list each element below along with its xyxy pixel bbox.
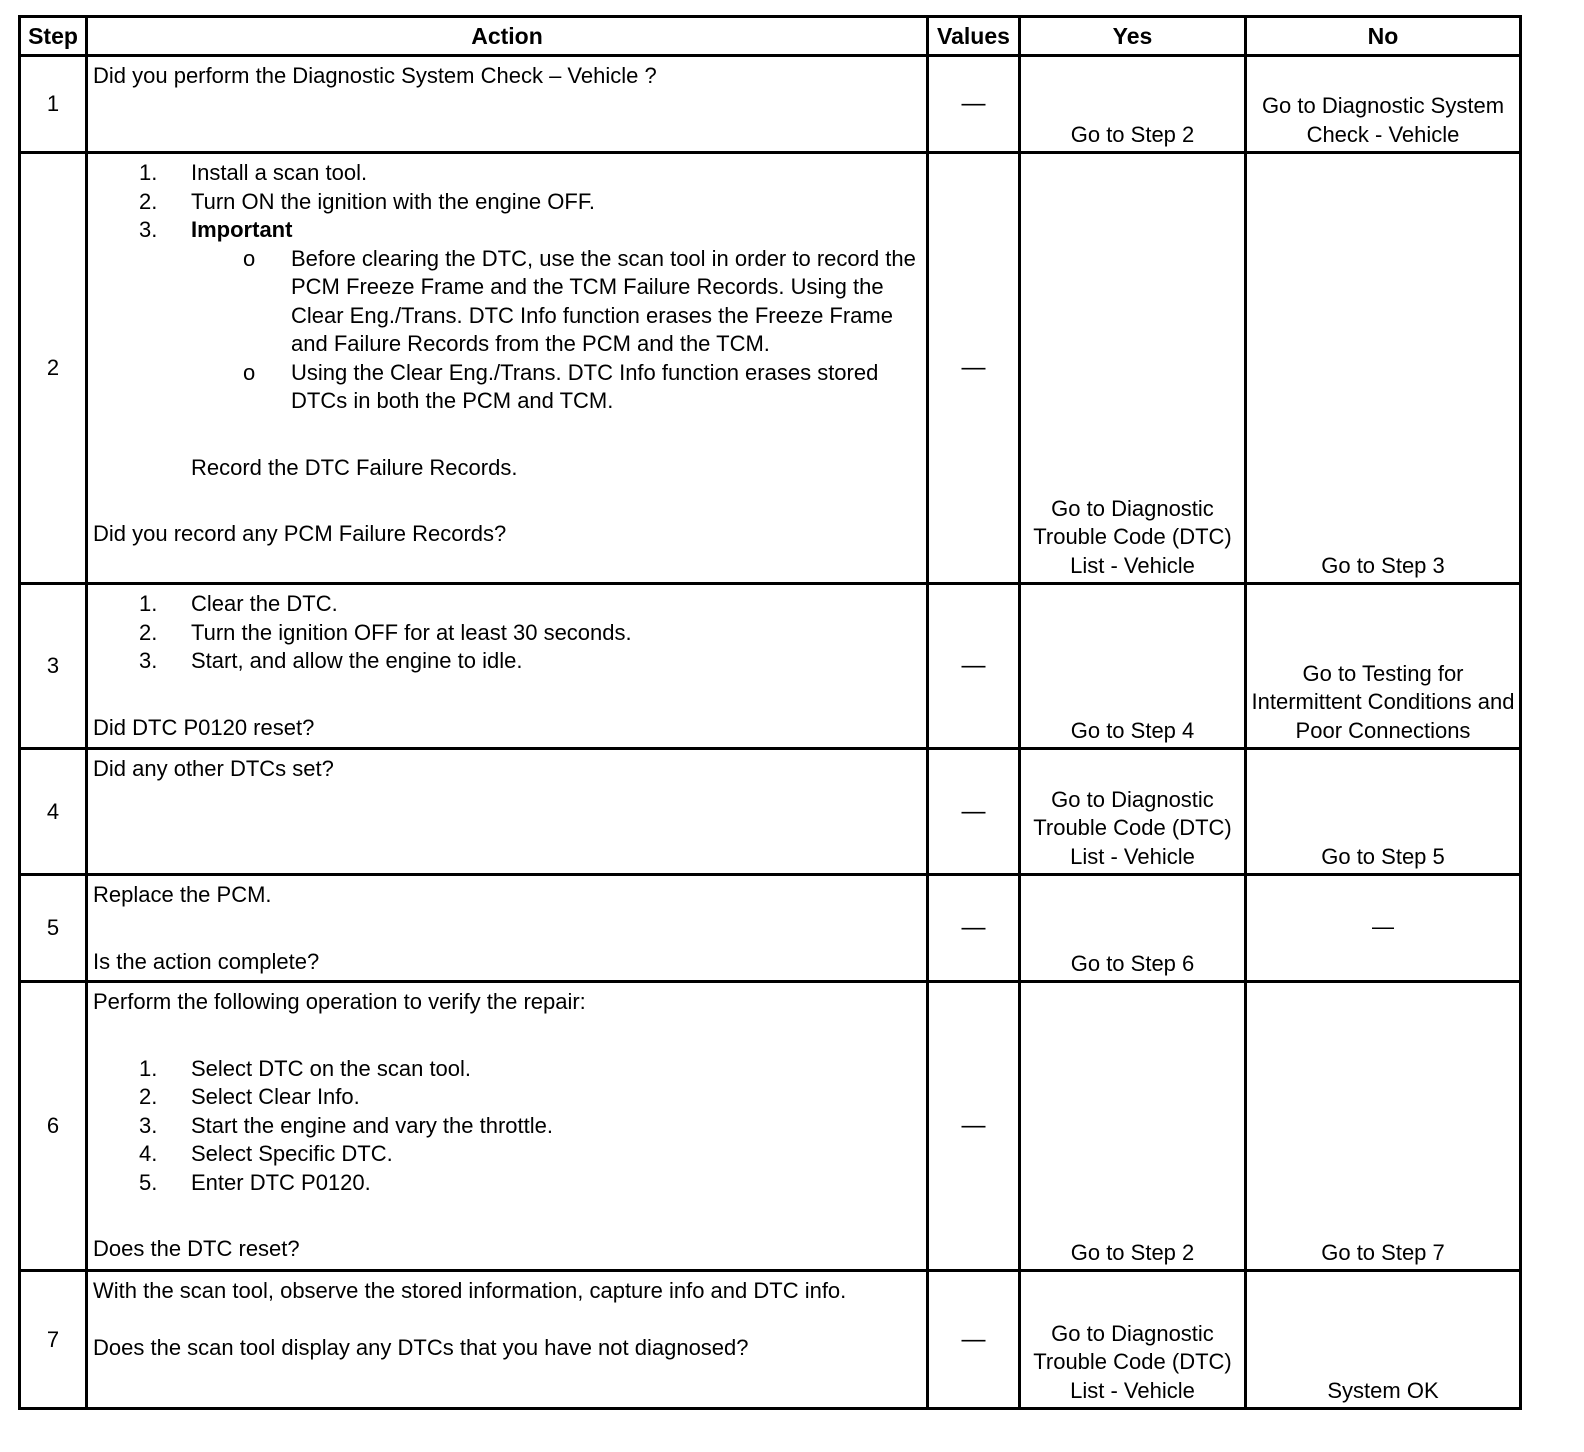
no-cell: Go to Step 5 bbox=[1246, 749, 1521, 875]
action-text: Did you perform the Diagnostic System Check – Vehicle ? bbox=[93, 63, 657, 88]
values-cell: — bbox=[928, 584, 1020, 749]
table-row bbox=[20, 1271, 1521, 1409]
list-item: o Before clearing the DTC, use the scan tool in order to record the PCM Freeze Frame and the TCM Failure Records. Using the Clear Eng./Trans. DTC Info function erases the Freeze Frame and Failure Records from the PCM and the TCM. bbox=[243, 245, 916, 356]
important-label: Important bbox=[191, 217, 293, 242]
action-question: Did you record any PCM Failure Records? bbox=[93, 521, 507, 546]
table-row bbox=[20, 875, 1521, 982]
action-steps bbox=[93, 590, 920, 676]
action-note: Record the DTC Failure Records. bbox=[191, 454, 518, 480]
table-row bbox=[20, 749, 1521, 875]
list-item: 1. Select DTC on the scan tool. bbox=[139, 1055, 472, 1081]
no-cell: Go to Step 7 bbox=[1246, 982, 1521, 1271]
list-item: 2. Select Clear Info. bbox=[139, 1084, 360, 1109]
action-text: Replace the PCM. bbox=[93, 882, 272, 907]
header-row bbox=[20, 17, 1521, 56]
header-no: No bbox=[1246, 17, 1521, 56]
table-row bbox=[20, 153, 1521, 584]
bullet-icon: o bbox=[243, 245, 256, 271]
values-cell: — bbox=[928, 749, 1020, 875]
header-yes: Yes bbox=[1020, 17, 1246, 56]
no-cell: — bbox=[1246, 875, 1521, 982]
action-question: Did DTC P0120 reset? bbox=[93, 714, 315, 740]
list-item: o Using the Clear Eng./Trans. DTC Info function erases stored DTCs in both the PCM and TCM. bbox=[243, 359, 879, 413]
action-question: Does the DTC reset? bbox=[93, 1236, 300, 1261]
table-row bbox=[20, 56, 1521, 153]
important-notes bbox=[191, 245, 920, 416]
header-action: Action bbox=[87, 17, 928, 56]
yes-cell: Go to Step 2 bbox=[1020, 56, 1246, 153]
step-number: 3 bbox=[20, 584, 87, 749]
action-steps bbox=[93, 1055, 920, 1198]
step-number: 2 bbox=[20, 153, 87, 584]
values-cell: — bbox=[928, 982, 1020, 1271]
action-cell bbox=[87, 1271, 928, 1409]
no-cell: Go to Diagnostic System Check - Vehicle bbox=[1246, 56, 1521, 153]
action-text: Perform the following operation to verify the repair: bbox=[93, 989, 586, 1014]
bullet-icon: o bbox=[243, 359, 256, 385]
action-question: Is the action complete? bbox=[93, 948, 320, 974]
yes-cell: Go to Step 6 bbox=[1020, 875, 1246, 982]
action-cell bbox=[87, 153, 928, 584]
table-row bbox=[20, 982, 1521, 1271]
list-item: 3. Start, and allow the engine to idle. bbox=[139, 648, 523, 673]
action-cell bbox=[87, 875, 928, 982]
action-text: Did any other DTCs set? bbox=[93, 756, 334, 781]
step-number: 5 bbox=[20, 875, 87, 982]
values-cell: — bbox=[928, 875, 1020, 982]
yes-cell: Go to Diagnostic Trouble Code (DTC) List - Vehicle bbox=[1020, 749, 1246, 875]
list-item: 2. Turn the ignition OFF for at least 30 seconds. bbox=[139, 619, 632, 645]
no-cell: System OK bbox=[1246, 1271, 1521, 1409]
step-number: 4 bbox=[20, 749, 87, 875]
yes-cell: Go to Step 2 bbox=[1020, 982, 1246, 1271]
list-item: 1. Clear the DTC. bbox=[139, 591, 338, 616]
no-cell: Go to Step 3 bbox=[1246, 153, 1521, 584]
diagnostic-table bbox=[18, 15, 1522, 1410]
action-question: Does the scan tool display any DTCs that you have not diagnosed? bbox=[93, 1334, 749, 1360]
action-cell bbox=[87, 584, 928, 749]
yes-cell: Go to Step 4 bbox=[1020, 584, 1246, 749]
list-item: 4. Select Specific DTC. bbox=[139, 1141, 393, 1166]
action-cell bbox=[87, 749, 928, 875]
step-number: 7 bbox=[20, 1271, 87, 1409]
values-cell: — bbox=[928, 1271, 1020, 1409]
header-step: Step bbox=[20, 17, 87, 56]
list-item: 5. Enter DTC P0120. bbox=[139, 1169, 371, 1195]
list-item: 1. Install a scan tool. bbox=[139, 160, 368, 185]
yes-cell: Go to Diagnostic Trouble Code (DTC) List - Vehicle bbox=[1020, 153, 1246, 584]
list-item: 3. Start the engine and vary the throttle. bbox=[139, 1112, 554, 1138]
action-text: With the scan tool, observe the stored information, capture info and DTC info. bbox=[93, 1278, 847, 1303]
values-cell: — bbox=[928, 153, 1020, 584]
values-cell: — bbox=[928, 56, 1020, 153]
header-values: Values bbox=[928, 17, 1020, 56]
action-cell bbox=[87, 56, 928, 153]
table-row bbox=[20, 584, 1521, 749]
yes-cell: Go to Diagnostic Trouble Code (DTC) List - Vehicle bbox=[1020, 1271, 1246, 1409]
list-item: 3. Important o Before clearing the DTC, use the scan tool in order to record the PCM Freeze Frame and the TCM Failure Records. Using the Clear Eng./Trans. DTC Info function erases the Freeze Frame and Failure Records from the PCM and the TCM. o Using the Clear Eng./Trans. DTC Info function erases stored DTCs in both the PCM and TCM. bbox=[93, 216, 920, 416]
no-cell: Go to Testing for Intermittent Conditions and Poor Connections bbox=[1246, 584, 1521, 749]
list-item: 2. Turn ON the ignition with the engine OFF. bbox=[139, 188, 595, 214]
action-cell bbox=[87, 982, 928, 1271]
step-number: 6 bbox=[20, 982, 87, 1271]
action-steps bbox=[93, 159, 920, 416]
step-number: 1 bbox=[20, 56, 87, 153]
